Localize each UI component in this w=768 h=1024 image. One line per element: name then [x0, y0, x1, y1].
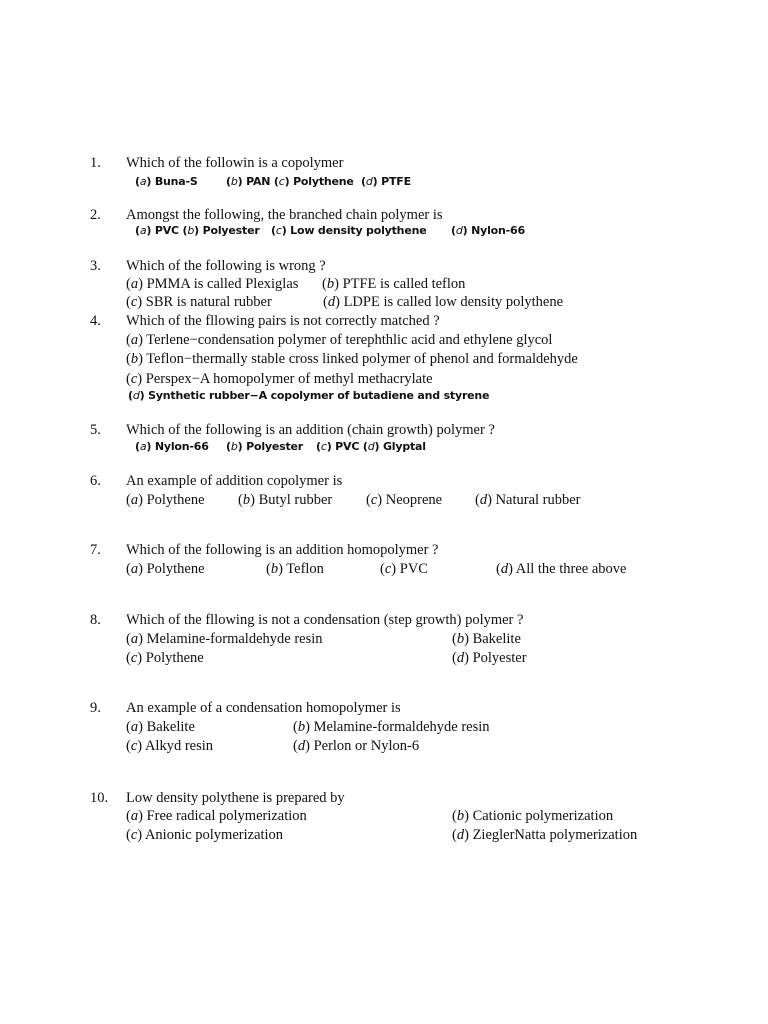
option-label: d — [132, 389, 140, 402]
option-b: (b) Butyl rubber — [238, 492, 333, 508]
option-text: All the three above — [515, 561, 627, 577]
option-label: a — [130, 631, 139, 647]
option-d: (d) Nylon-66 — [451, 224, 525, 237]
option-c: (c) Polythene — [126, 650, 204, 666]
question-number: 5. — [90, 422, 101, 438]
option-label: c — [320, 440, 327, 453]
option-c: (c) Neoprene — [366, 492, 443, 508]
option-label: a — [130, 276, 139, 292]
question-text: Amongst the following, the branched chain polymer is — [126, 207, 443, 223]
option-text: Teflon−thermally stable cross linked polymer of phenol and formaldehyde — [146, 351, 578, 367]
option-text: Natural rubber — [495, 492, 581, 508]
option-c: (c) Alkyd resin — [126, 738, 213, 754]
option-text: Neoprene — [385, 492, 443, 508]
option-d: (d) Natural rubber — [475, 492, 581, 508]
option-c: (c) Perspex−A homopolymer of methyl methacrylate — [126, 371, 433, 387]
option-a: (a) Polythene — [126, 561, 205, 577]
option-a: (a) Nylon-66 — [135, 440, 209, 453]
option-text: Nylon-66 — [154, 440, 209, 453]
option-a: (a) Bakelite — [126, 719, 195, 735]
option-label: d — [365, 175, 373, 188]
option-d: (d) PTFE — [361, 175, 411, 188]
question-text: An example of addition copolymer is — [126, 473, 343, 489]
option-b: (b) Teflon−thermally stable cross linked polymer of phenol and formaldehyde — [126, 351, 578, 367]
option-text: Synthetic rubber−A copolymer of butadiene and styrene — [148, 389, 490, 402]
option-a-b: (a) PVC (b) Polyester — [135, 224, 260, 237]
option-b: (b) Bakelite — [452, 631, 521, 647]
question-text: Which of the fllowing pairs is not correctly matched ? — [126, 313, 440, 329]
option-label: b — [230, 440, 238, 453]
option-label: d — [367, 440, 375, 453]
option-label: c — [275, 224, 282, 237]
option-b: (b) Polyester — [226, 440, 304, 453]
option-label: c — [130, 738, 138, 754]
option-label: b — [270, 561, 279, 577]
option-label: b — [456, 808, 465, 824]
option-text: Perspex−A homopolymer of methyl methacrylate — [145, 371, 433, 387]
option-label: a — [139, 440, 147, 453]
question-number: 4. — [90, 313, 101, 329]
option-text: PVC — [154, 224, 179, 237]
question-text: Which of the following is an addition (chain growth) polymer ? — [126, 422, 495, 438]
question-number: 6. — [90, 473, 101, 489]
option-a: (a) PMMA is called Plexiglas — [126, 276, 299, 292]
option-label: c — [370, 492, 378, 508]
option-c: (c) Low density polythene — [271, 224, 427, 237]
option-d: (d) Polyester — [452, 650, 527, 666]
option-label: d — [327, 294, 336, 310]
option-text: Alkyd resin — [144, 738, 213, 754]
question-text: Which of the following is an addition homopolymer ? — [126, 542, 439, 558]
option-text: PMMA is called Plexiglas — [146, 276, 299, 292]
option-label: d — [479, 492, 488, 508]
option-text: SBR is natural rubber — [145, 294, 272, 310]
option-text: ZieglerNatta polymerization — [472, 827, 638, 843]
question-number: 2. — [90, 207, 101, 223]
option-label: d — [456, 827, 465, 843]
question-number: 7. — [90, 542, 101, 558]
option-label: c — [130, 371, 138, 387]
option-text: Teflon — [286, 561, 324, 577]
option-text: Nylon-66 — [471, 224, 525, 237]
option-label: c — [130, 827, 138, 843]
option-label: b — [187, 224, 195, 237]
option-label: b — [297, 719, 306, 735]
option-b: (b) PTFE is called teflon — [322, 276, 466, 292]
option-text: Polythene — [145, 650, 204, 666]
option-c: (c) SBR is natural rubber — [126, 294, 272, 310]
option-c-d: (c) PVC (d) Glyptal — [316, 440, 426, 453]
option-a: (a) Terlene−condensation polymer of terephthlic acid and ethylene glycol — [126, 332, 553, 348]
option-d: (d) Synthetic rubber−A copolymer of butadiene and styrene — [128, 389, 490, 402]
option-a: (a) Buna-S — [135, 175, 198, 188]
question-number: 1. — [90, 155, 101, 171]
option-label: a — [130, 332, 139, 348]
question-text: Which of the followin is a copolymer — [126, 155, 344, 171]
option-label: d — [456, 650, 465, 666]
option-text: Terlene−condensation polymer of terephthlic acid and ethylene glycol — [146, 332, 553, 348]
option-b: (b) Cationic polymerization — [452, 808, 614, 824]
option-text: Free radical polymerization — [146, 808, 307, 824]
option-text: Butyl rubber — [258, 492, 333, 508]
option-text: Polythene — [293, 175, 354, 188]
option-label: c — [130, 294, 138, 310]
option-text: LDPE is called low density polythene — [343, 294, 564, 310]
option-c: (c) PVC — [380, 561, 428, 577]
question-number: 3. — [90, 258, 101, 274]
option-text: Bakelite — [472, 631, 521, 647]
option-text: Perlon or Nylon-6 — [313, 738, 420, 754]
question-number: 8. — [90, 612, 101, 628]
option-text: Polyester — [202, 224, 260, 237]
question-text: Which of the fllowing is not a condensation (step growth) polymer ? — [126, 612, 524, 628]
option-b: (b) Melamine-formaldehyde resin — [293, 719, 490, 735]
option-text: Melamine-formaldehyde resin — [313, 719, 490, 735]
option-text: Polythene — [146, 492, 205, 508]
question-text: An example of a condensation homopolymer is — [126, 700, 401, 716]
option-a: (a) Free radical polymerization — [126, 808, 307, 824]
option-c: (c) Anionic polymerization — [126, 827, 284, 843]
option-label: d — [297, 738, 306, 754]
question-number: 9. — [90, 700, 101, 716]
option-label: b — [456, 631, 465, 647]
option-text: Buna-S — [154, 175, 198, 188]
option-text: Cationic polymerization — [472, 808, 614, 824]
option-label: a — [130, 719, 139, 735]
option-text: Melamine-formaldehyde resin — [146, 631, 323, 647]
option-label: b — [326, 276, 335, 292]
option-label: c — [278, 175, 285, 188]
option-label: a — [139, 224, 147, 237]
option-text: PTFE — [381, 175, 411, 188]
question-number: 10. — [90, 790, 109, 806]
option-b: (b) Teflon — [266, 561, 324, 577]
option-label: c — [384, 561, 392, 577]
option-label: d — [455, 224, 463, 237]
option-text: Bakelite — [146, 719, 195, 735]
option-text: PVC — [399, 561, 428, 577]
option-text: PAN — [246, 175, 271, 188]
option-text: Anionic polymerization — [144, 827, 284, 843]
option-b-c: (b) PAN (c) Polythene — [226, 175, 354, 188]
option-label: b — [130, 351, 139, 367]
option-label: c — [130, 650, 138, 666]
option-label: b — [242, 492, 251, 508]
option-label: d — [500, 561, 509, 577]
question-text: Low density polythene is prepared by — [126, 790, 345, 806]
option-text: PVC — [335, 440, 360, 453]
option-text: Glyptal — [382, 440, 426, 453]
option-d: (d) ZieglerNatta polymerization — [452, 827, 638, 843]
option-text: Polyester — [246, 440, 304, 453]
option-label: a — [139, 175, 147, 188]
option-label: a — [130, 492, 139, 508]
option-text: PTFE is called teflon — [342, 276, 466, 292]
option-a: (a) Melamine-formaldehyde resin — [126, 631, 323, 647]
option-label: a — [130, 808, 139, 824]
question-text: Which of the following is wrong ? — [126, 258, 326, 274]
option-d: (d) Perlon or Nylon-6 — [293, 738, 420, 754]
option-label: b — [230, 175, 238, 188]
option-text: Low density polythene — [290, 224, 427, 237]
option-text: Polyester — [472, 650, 527, 666]
option-a: (a) Polythene — [126, 492, 205, 508]
option-label: a — [130, 561, 139, 577]
option-text: Polythene — [146, 561, 205, 577]
option-d: (d) LDPE is called low density polythene — [323, 294, 564, 310]
option-d: (d) All the three above — [496, 561, 627, 577]
